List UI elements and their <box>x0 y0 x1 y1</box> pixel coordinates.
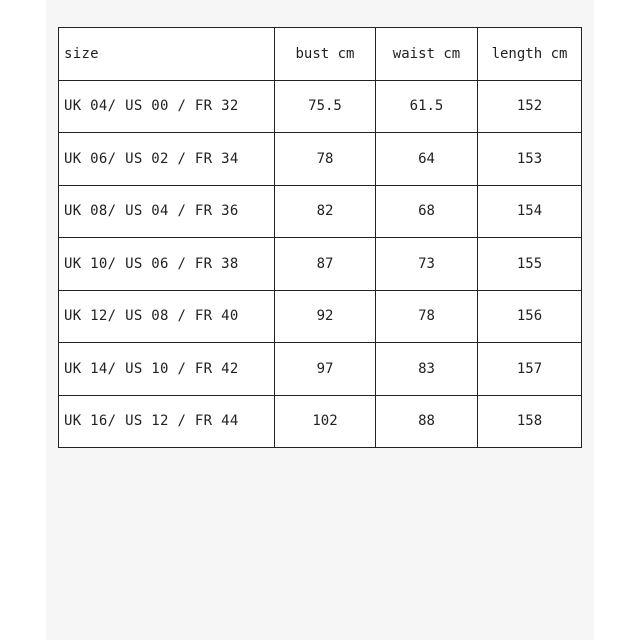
size-cell: UK 16/ US 12 / FR 44 <box>59 395 275 448</box>
length-cell: 158 <box>478 395 582 448</box>
length-cell: 153 <box>478 133 582 186</box>
size-cell: UK 10/ US 06 / FR 38 <box>59 238 275 291</box>
table-header-row <box>59 28 582 81</box>
header-length: length cm <box>478 28 582 81</box>
bust-cell: 78 <box>275 133 376 186</box>
header-waist: waist cm <box>376 28 478 81</box>
length-cell: 152 <box>478 80 582 133</box>
length-cell: 157 <box>478 343 582 396</box>
waist-cell: 73 <box>376 238 478 291</box>
bust-cell: 102 <box>275 395 376 448</box>
size-chart-table <box>58 27 582 448</box>
size-cell: UK 14/ US 10 / FR 42 <box>59 343 275 396</box>
bust-cell: 75.5 <box>275 80 376 133</box>
waist-cell: 88 <box>376 395 478 448</box>
header-size: size <box>59 28 275 81</box>
bust-cell: 82 <box>275 185 376 238</box>
table-row <box>59 133 582 186</box>
table-row <box>59 238 582 291</box>
length-cell: 155 <box>478 238 582 291</box>
size-cell: UK 04/ US 00 / FR 32 <box>59 80 275 133</box>
length-cell: 154 <box>478 185 582 238</box>
table-row <box>59 343 582 396</box>
size-cell: UK 06/ US 02 / FR 34 <box>59 133 275 186</box>
size-cell: UK 08/ US 04 / FR 36 <box>59 185 275 238</box>
bust-cell: 87 <box>275 238 376 291</box>
waist-cell: 78 <box>376 290 478 343</box>
waist-cell: 83 <box>376 343 478 396</box>
table-row <box>59 185 582 238</box>
bust-cell: 97 <box>275 343 376 396</box>
table-row <box>59 290 582 343</box>
bust-cell: 92 <box>275 290 376 343</box>
waist-cell: 61.5 <box>376 80 478 133</box>
size-cell: UK 12/ US 08 / FR 40 <box>59 290 275 343</box>
table-row <box>59 395 582 448</box>
header-bust: bust cm <box>275 28 376 81</box>
length-cell: 156 <box>478 290 582 343</box>
waist-cell: 68 <box>376 185 478 238</box>
table-row <box>59 80 582 133</box>
waist-cell: 64 <box>376 133 478 186</box>
